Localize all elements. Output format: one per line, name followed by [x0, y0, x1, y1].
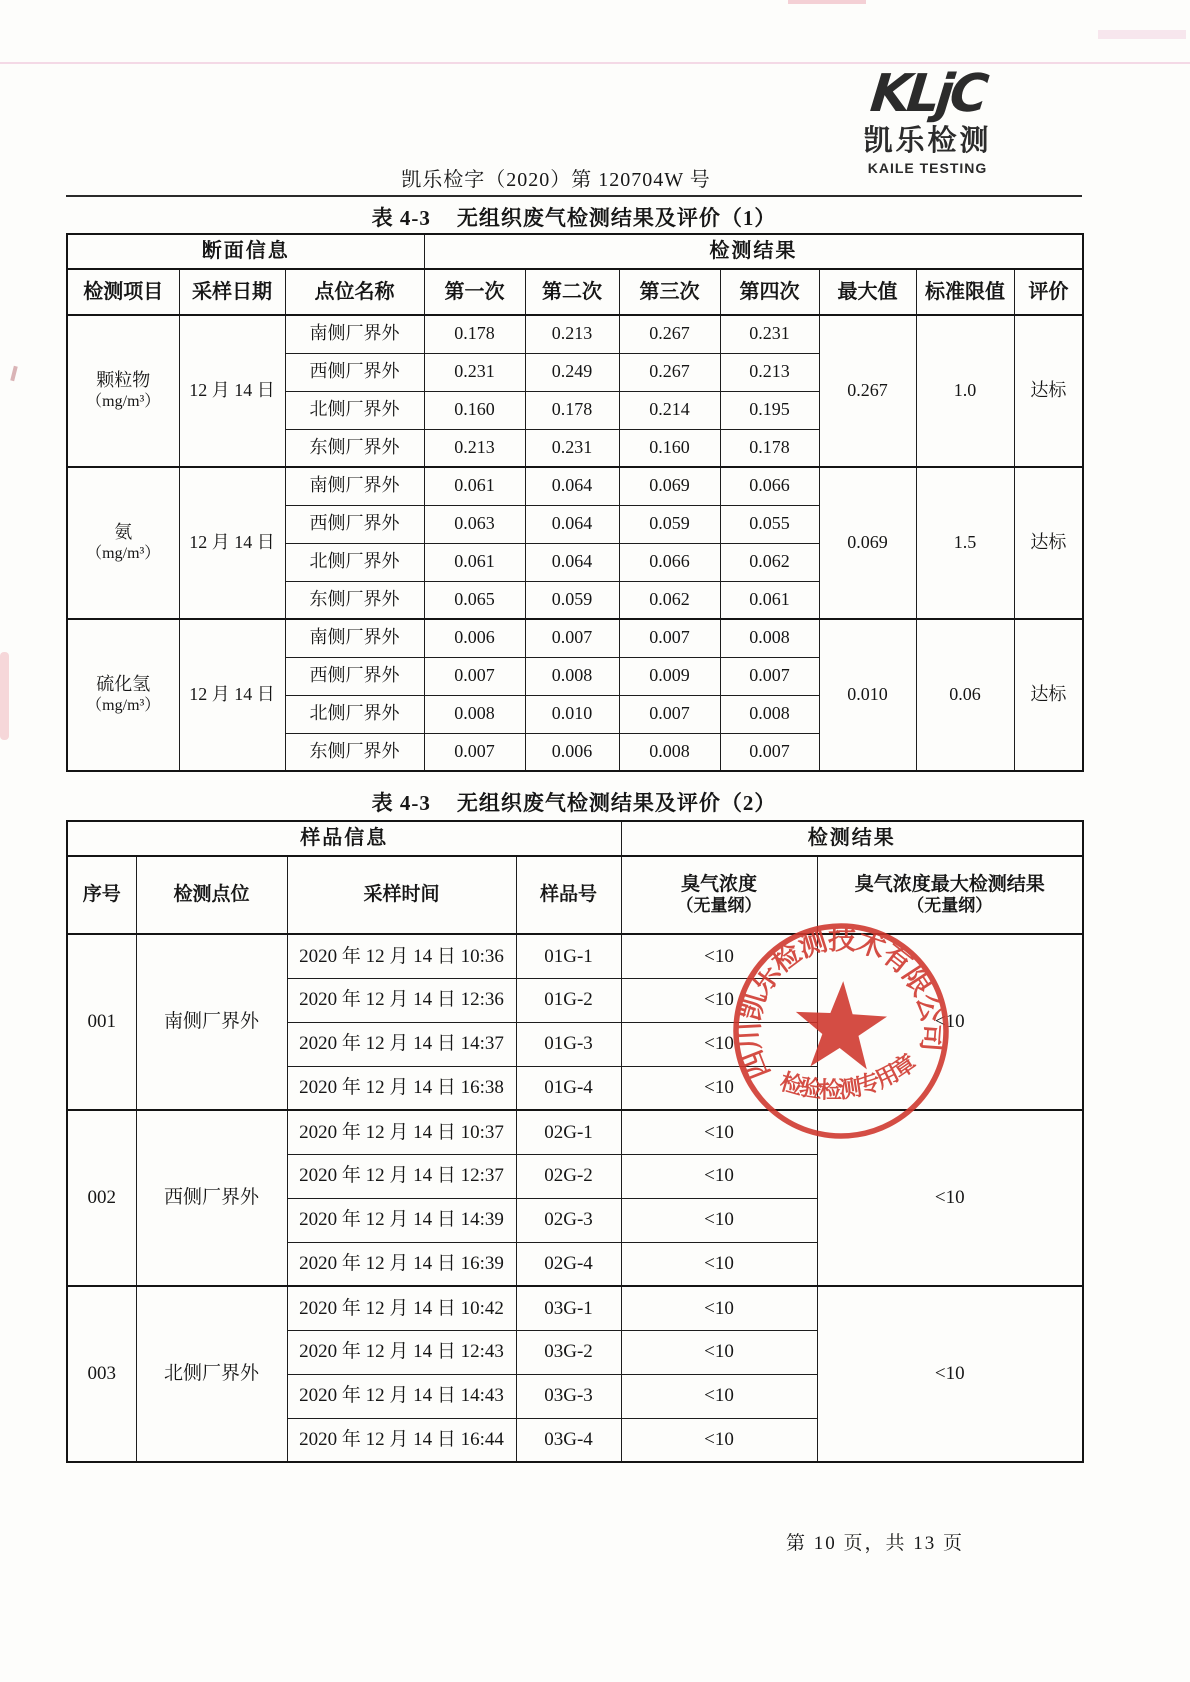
- t1-col-header-3: 第一次: [424, 269, 525, 315]
- t1-value-cell-4: 0.007: [720, 733, 819, 771]
- logo-chinese-name: 凯乐检测: [863, 125, 992, 157]
- t1-value-cell-3: 0.160: [619, 429, 720, 467]
- t1-point-cell: 南侧厂界外: [285, 315, 424, 353]
- t1-value-cell-3: 0.007: [619, 619, 720, 657]
- t1-point-cell: 北侧厂界外: [285, 391, 424, 429]
- t1-value-cell-1: 0.160: [424, 391, 525, 429]
- t1-col-header-9: 评价: [1014, 269, 1083, 315]
- t1-value-cell-3: 0.066: [619, 543, 720, 581]
- t2-odor-cell: <10: [621, 978, 817, 1022]
- t1-value-cell-4: 0.213: [720, 353, 819, 391]
- t1-value-cell-2: 0.064: [525, 505, 619, 543]
- t1-value-cell-1: 0.178: [424, 315, 525, 353]
- t1-value-cell-3: 0.069: [619, 467, 720, 505]
- document-number: 凯乐检字（2020）第 120704W 号: [401, 169, 711, 191]
- t2-odor-cell: <10: [621, 1198, 817, 1242]
- t2-col-header-2: 采样时间: [287, 856, 516, 934]
- letterhead-rule: [66, 195, 1082, 197]
- t1-value-cell-4: 0.008: [720, 619, 819, 657]
- t2-odor-cell: <10: [621, 1154, 817, 1198]
- t2-section-header-left: 样品信息: [67, 821, 621, 856]
- t2-sample-cell: 01G-2: [516, 978, 621, 1022]
- page-number-footer: 第 10 页，共 13 页: [785, 1533, 964, 1554]
- t1-date-cell: 12 月 14 日: [179, 315, 285, 467]
- table2-title-text: 无组织废气检测结果及评价（2）: [456, 791, 777, 815]
- t1-item-cell: 硫化氢 （mg/m³）: [67, 619, 179, 771]
- t1-max-cell: 0.267: [819, 315, 916, 467]
- t2-odor-cell: <10: [621, 934, 817, 978]
- t1-point-cell: 东侧厂界外: [285, 733, 424, 771]
- t1-item-cell: 氨 （mg/m³）: [67, 467, 179, 619]
- t2-section-header-right: 检测结果: [621, 821, 1083, 856]
- t2-odor-cell: <10: [621, 1374, 817, 1418]
- company-seal-stamp: [716, 906, 966, 1156]
- t2-sample-cell: 02G-1: [516, 1110, 621, 1154]
- t1-value-cell-1: 0.213: [424, 429, 525, 467]
- t1-max-cell: 0.069: [819, 467, 916, 619]
- t1-value-cell-2: 0.178: [525, 391, 619, 429]
- t1-value-cell-3: 0.059: [619, 505, 720, 543]
- t2-max-cell: <10: [817, 1110, 1083, 1286]
- t1-col-header-8: 标准限值: [916, 269, 1014, 315]
- t2-sample-cell: 01G-3: [516, 1022, 621, 1066]
- t1-value-cell-2: 0.064: [525, 543, 619, 581]
- t1-point-cell: 东侧厂界外: [285, 429, 424, 467]
- t2-col-header-0: 序号: [67, 856, 136, 934]
- seal-star-icon: [792, 975, 894, 1079]
- t2-odor-cell: <10: [621, 1418, 817, 1462]
- t1-point-cell: 北侧厂界外: [285, 543, 424, 581]
- t1-point-cell: 北侧厂界外: [285, 695, 424, 733]
- t1-date-cell: 12 月 14 日: [179, 467, 285, 619]
- t1-col-header-0: 检测项目: [67, 269, 179, 315]
- scan-artifact-top-dash: [788, 0, 866, 4]
- t2-odor-cell: <10: [621, 1066, 817, 1110]
- t1-value-cell-4: 0.231: [720, 315, 819, 353]
- table2-title: [66, 787, 1082, 817]
- t1-value-cell-2: 0.231: [525, 429, 619, 467]
- t2-time-cell: 2020 年 12 月 14 日 14:39: [287, 1198, 516, 1242]
- t2-time-cell: 2020 年 12 月 14 日 10:37: [287, 1110, 516, 1154]
- table1-title-prefix: 表 4-3: [371, 206, 431, 230]
- t1-value-cell-4: 0.195: [720, 391, 819, 429]
- company-logo: [845, 64, 1010, 178]
- seal-company-name: 四川凯乐检测技术有限公司: [734, 924, 948, 1083]
- logo-english-name: KAILE TESTING: [867, 160, 988, 176]
- t1-col-header-4: 第二次: [525, 269, 619, 315]
- t1-value-cell-4: 0.055: [720, 505, 819, 543]
- t2-sample-cell: 03G-3: [516, 1374, 621, 1418]
- t1-value-cell-1: 0.007: [424, 733, 525, 771]
- t1-point-cell: 南侧厂界外: [285, 467, 424, 505]
- t1-value-cell-2: 0.010: [525, 695, 619, 733]
- t1-section-header-left: 断面信息: [67, 234, 424, 269]
- t2-sample-cell: 02G-3: [516, 1198, 621, 1242]
- t1-value-cell-4: 0.062: [720, 543, 819, 581]
- scan-artifact-left-tick: [10, 366, 18, 382]
- t2-time-cell: 2020 年 12 月 14 日 14:37: [287, 1022, 516, 1066]
- t2-col-header-1: 检测点位: [136, 856, 287, 934]
- t2-odor-cell: <10: [621, 1022, 817, 1066]
- t1-limit-cell: 1.5: [916, 467, 1014, 619]
- t2-time-cell: 2020 年 12 月 14 日 16:38: [287, 1066, 516, 1110]
- t2-time-cell: 2020 年 12 月 14 日 12:43: [287, 1330, 516, 1374]
- logo-kljc-mark: KLjC: [867, 64, 988, 124]
- t1-value-cell-4: 0.007: [720, 657, 819, 695]
- seal-label: 检验检测专用章: [777, 1049, 921, 1103]
- t2-sample-cell: 02G-2: [516, 1154, 621, 1198]
- t1-point-cell: 东侧厂界外: [285, 581, 424, 619]
- t2-time-cell: 2020 年 12 月 14 日 10:42: [287, 1286, 516, 1330]
- t2-time-cell: 2020 年 12 月 14 日 16:39: [287, 1242, 516, 1286]
- t1-value-cell-3: 0.062: [619, 581, 720, 619]
- t1-value-cell-3: 0.007: [619, 695, 720, 733]
- t1-value-cell-3: 0.009: [619, 657, 720, 695]
- t1-limit-cell: 0.06: [916, 619, 1014, 771]
- t1-value-cell-2: 0.006: [525, 733, 619, 771]
- t1-verdict-cell: 达标: [1014, 315, 1083, 467]
- t1-value-cell-4: 0.061: [720, 581, 819, 619]
- t2-max-cell: <10: [817, 1286, 1083, 1462]
- t1-verdict-cell: 达标: [1014, 467, 1083, 619]
- t1-value-cell-2: 0.059: [525, 581, 619, 619]
- t2-time-cell: 2020 年 12 月 14 日 12:37: [287, 1154, 516, 1198]
- t1-col-header-6: 第四次: [720, 269, 819, 315]
- t1-value-cell-1: 0.007: [424, 657, 525, 695]
- t1-value-cell-4: 0.178: [720, 429, 819, 467]
- t1-value-cell-2: 0.007: [525, 619, 619, 657]
- t1-section-header-right: 检测结果: [424, 234, 1083, 269]
- t1-col-header-2: 点位名称: [285, 269, 424, 315]
- t2-sample-cell: 03G-2: [516, 1330, 621, 1374]
- t1-col-header-1: 采样日期: [179, 269, 285, 315]
- t1-limit-cell: 1.0: [916, 315, 1014, 467]
- t1-value-cell-1: 0.231: [424, 353, 525, 391]
- t1-value-cell-1: 0.061: [424, 543, 525, 581]
- table1-title: [66, 202, 1082, 232]
- t1-value-cell-1: 0.065: [424, 581, 525, 619]
- t2-sample-cell: 03G-1: [516, 1286, 621, 1330]
- t2-odor-cell: <10: [621, 1110, 817, 1154]
- t2-sample-cell: 01G-4: [516, 1066, 621, 1110]
- t2-sample-cell: 03G-4: [516, 1418, 621, 1462]
- t2-odor-cell: <10: [621, 1330, 817, 1374]
- t1-point-cell: 南侧厂界外: [285, 619, 424, 657]
- t1-point-cell: 西侧厂界外: [285, 505, 424, 543]
- t1-value-cell-2: 0.064: [525, 467, 619, 505]
- t2-time-cell: 2020 年 12 月 14 日 14:43: [287, 1374, 516, 1418]
- t1-item-cell: 颗粒物 （mg/m³）: [67, 315, 179, 467]
- scan-artifact-left-mark: [0, 652, 9, 740]
- t1-value-cell-4: 0.066: [720, 467, 819, 505]
- t2-sample-cell: 01G-1: [516, 934, 621, 978]
- t2-no-cell: 002: [67, 1110, 136, 1286]
- t1-value-cell-2: 0.008: [525, 657, 619, 695]
- t2-max-cell: <10: [817, 934, 1083, 1110]
- t2-point-cell: 西侧厂界外: [136, 1110, 287, 1286]
- t2-time-cell: 2020 年 12 月 14 日 10:36: [287, 934, 516, 978]
- table2-title-prefix: 表 4-3: [371, 791, 431, 815]
- t1-date-cell: 12 月 14 日: [179, 619, 285, 771]
- t1-value-cell-1: 0.063: [424, 505, 525, 543]
- t2-no-cell: 001: [67, 934, 136, 1110]
- t2-point-cell: 北侧厂界外: [136, 1286, 287, 1462]
- t1-value-cell-3: 0.267: [619, 315, 720, 353]
- t2-col-header-3: 样品号: [516, 856, 621, 934]
- t1-value-cell-2: 0.249: [525, 353, 619, 391]
- t2-point-cell: 南侧厂界外: [136, 934, 287, 1110]
- t2-time-cell: 2020 年 12 月 14 日 16:44: [287, 1418, 516, 1462]
- t1-value-cell-1: 0.008: [424, 695, 525, 733]
- t2-col-header-4: 臭气浓度 （无量纲）: [621, 856, 817, 934]
- t2-time-cell: 2020 年 12 月 14 日 12:36: [287, 978, 516, 1022]
- t1-value-cell-1: 0.061: [424, 467, 525, 505]
- t1-value-cell-1: 0.006: [424, 619, 525, 657]
- t1-value-cell-3: 0.267: [619, 353, 720, 391]
- t1-point-cell: 西侧厂界外: [285, 657, 424, 695]
- unorganized-gas-results-table-1: [66, 233, 1084, 772]
- t2-no-cell: 003: [67, 1286, 136, 1462]
- t2-odor-cell: <10: [621, 1286, 817, 1330]
- t1-value-cell-4: 0.008: [720, 695, 819, 733]
- t2-odor-cell: <10: [621, 1242, 817, 1286]
- t2-col-header-5: 臭气浓度最大检测结果 （无量纲）: [817, 856, 1083, 934]
- svg-text:检验检测专用章: [773, 1047, 924, 1113]
- t1-value-cell-3: 0.008: [619, 733, 720, 771]
- t1-verdict-cell: 达标: [1014, 619, 1083, 771]
- t1-max-cell: 0.010: [819, 619, 916, 771]
- t2-sample-cell: 02G-4: [516, 1242, 621, 1286]
- t1-col-header-5: 第三次: [619, 269, 720, 315]
- svg-text:四川凯乐检测技术有限公司: [719, 908, 953, 1086]
- t1-value-cell-3: 0.214: [619, 391, 720, 429]
- t1-value-cell-2: 0.213: [525, 315, 619, 353]
- table1-title-text: 无组织废气检测结果及评价（1）: [456, 206, 777, 230]
- t1-col-header-7: 最大值: [819, 269, 916, 315]
- scan-artifact-top-right: [1098, 30, 1186, 39]
- t1-point-cell: 西侧厂界外: [285, 353, 424, 391]
